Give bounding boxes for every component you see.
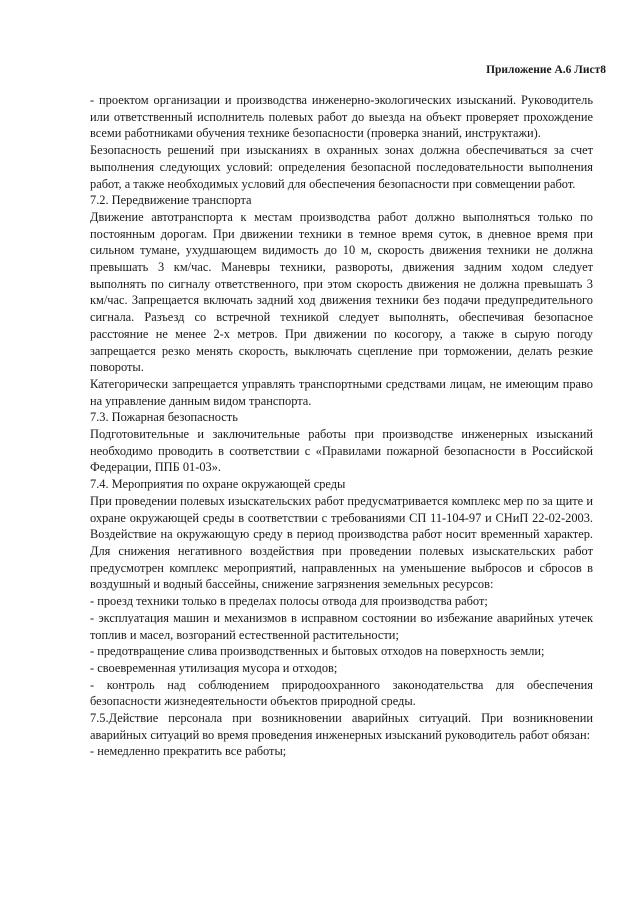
section-heading: 7.3. Пожарная безопасность <box>90 410 238 425</box>
paragraph: При проведении полевых изыскательских работ предусматривается комплекс мер по за щите и охране окружающей среды в соответствии с требованиями СП 11-104-97 и СНиП 22-02-2003. Воздействие на окружающую среду в период производства работ носит временный характер. Для снижения негативного воздействия при проведении полевых изыскательских работ предусмотрен комплекс мероприятий, направленных на уменьшение выбросов и сбросов в воздушный и водный бассейны, снижение загрязнения земельных ресурсов: <box>90 493 593 592</box>
list-item: - немедленно прекратить все работы; <box>90 744 287 759</box>
list-item: - предотвращение слива производственных и бытовых отходов на поверхность земли; <box>90 644 545 659</box>
section-heading: 7.4. Мероприятия по охране окружающей среды <box>90 477 346 492</box>
list-item: - эксплуатация машин и механизмов в исправном состоянии во избежание аварийных утечек топлив и масел, возгораний естественной растительности; <box>90 610 593 642</box>
paragraph: Безопасность решений при изысканиях в охранных зонах должна обеспечиваться за счет выполнения следующих условий: определения безопасной последовательности выполнения работ, а также необходимых условий для обеспечения безопасности при совмещении работ. <box>90 143 593 191</box>
paragraph: - проектом организации и производства инженерно-экологических изысканий. Руководитель или ответственный исполнитель полевых работ до выезда на объект проверяет прохождение всеми работниками обучения технике безопасности (проверка знаний, инструктажи). <box>90 93 593 141</box>
list-item: - контроль над соблюдением природоохранного законодательства для обеспечения безопасности жизнедеятельности объектов природной среды. <box>90 677 593 709</box>
list-item: - проезд техники только в пределах полосы отвода для производства работ; <box>90 594 488 609</box>
list-item: - своевременная утилизация мусора и отходов; <box>90 660 338 675</box>
paragraph: Движение автотранспорта к местам производства работ должно выполняться только по постоянным дорогам. При движении техники в темное время суток, в дневное время при сильном тумане, ухудшающем видимость до 10 м, скорость движения техники не должна превышать 3 км/час. Маневры техники, развороты, движения задним ходом следует выполнять по сигналу ответственного, при этом скорость движения не должна превышать 3 км/час. Запрещается включать задний ход движения техники без подачи предупредительного сигнала. Разъезд со встречной техникой следует выполнять, обеспечивая безопасное расстояние не менее 2-х метров. При движении по косогору, а также в сырую погоду запрещается резко менять скорость, выключать сцепление при торможении, делать резкие повороты. <box>90 209 593 375</box>
document-body <box>90 92 593 760</box>
paragraph: Категорически запрещается управлять транспортными средствами лицам, не имеющим право на управление данным видом транспорта. <box>90 376 593 408</box>
section-heading: 7.2. Передвижение транспорта <box>90 193 252 208</box>
paragraph: 7.5.Действие персонала при возникновении аварийных ситуаций. При возникновении аварийных ситуаций во время проведения инженерных изысканий руководитель работ обязан: <box>90 711 593 742</box>
paragraph: Подготовительные и заключительные работы при производстве инженерных изысканий необходимо проводить в соответствии с «Правилами пожарной безопасности в Российской Федерации, ППБ 01-03». <box>90 427 593 475</box>
page-header: Приложение А.6 Лист8 <box>486 64 606 76</box>
